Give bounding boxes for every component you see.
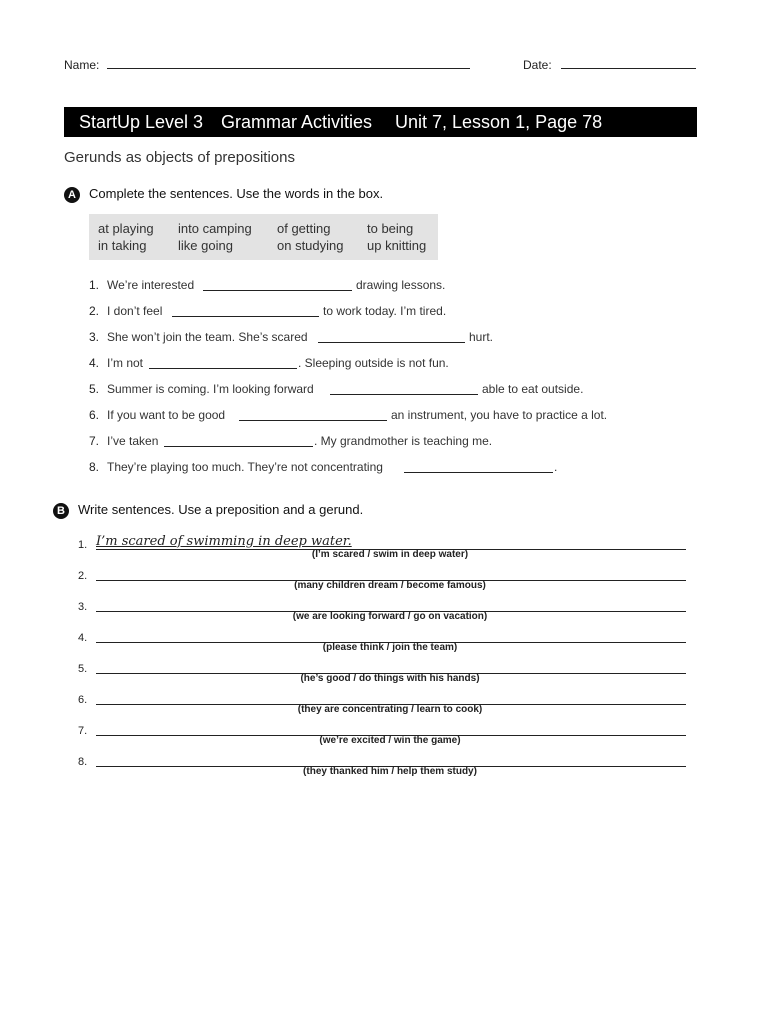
title-bar: [64, 107, 697, 137]
item-number: 7.: [78, 725, 88, 737]
item-number: 3.: [89, 330, 100, 344]
item-number: 8.: [78, 756, 88, 768]
item-number: 8.: [89, 460, 100, 474]
item-text-after: hurt.: [469, 330, 494, 344]
item-text-before: I’m not: [107, 356, 144, 370]
item-number: 5.: [89, 382, 100, 396]
item-number: 1.: [89, 278, 100, 292]
item-number: 4.: [89, 356, 100, 370]
item-prompt: (we’re excited / win the game): [319, 735, 461, 746]
item-number: 4.: [78, 632, 88, 644]
word-box-item: up knitting: [367, 238, 427, 253]
item-prompt: (he’s good / do things with his hands): [300, 673, 480, 684]
answer-blank[interactable]: [404, 472, 553, 473]
word-box-item: in taking: [98, 238, 147, 253]
item-prompt: (I’m scared / swim in deep water): [311, 549, 469, 560]
word-box-item: into camping: [178, 221, 252, 236]
example-answer: I’m scared of swimming in deep water.: [96, 534, 352, 549]
section-a-badge: A: [64, 187, 80, 203]
item-text-before: I don’t feel: [107, 304, 163, 318]
item-number: 5.: [78, 663, 88, 675]
name-field[interactable]: [107, 68, 470, 69]
item-text-before: I’ve taken: [107, 434, 159, 448]
item-text-after: . My grandmother is teaching me.: [314, 434, 493, 448]
answer-blank[interactable]: [149, 368, 297, 369]
section-b-instruction: Write sentences. Use a preposition and a gerund.: [78, 502, 364, 517]
page-subtitle: Gerunds as objects of prepositions: [64, 149, 295, 166]
word-box: [89, 214, 438, 260]
course-title: StartUp Level 3: [79, 112, 204, 132]
answer-blank[interactable]: [172, 316, 319, 317]
item-text-after: drawing lessons.: [356, 278, 446, 292]
word-box-item: at playing: [98, 221, 154, 236]
item-number: 2.: [78, 570, 88, 582]
section-title: Grammar Activities: [221, 112, 373, 132]
item-text-before: If you want to be good: [107, 408, 226, 422]
answer-blank[interactable]: [330, 394, 478, 395]
word-box-item: like going: [178, 238, 233, 253]
item-text-before: Summer is coming. I’m looking forward: [107, 382, 314, 396]
item-text-before: We’re interested: [107, 278, 195, 292]
item-prompt: (we are looking forward / go on vacation): [292, 611, 488, 622]
answer-blank[interactable]: [318, 342, 465, 343]
item-text-after: . Sleeping outside is not fun.: [298, 356, 449, 370]
item-prompt: (please think / join the team): [322, 642, 458, 653]
answer-blank[interactable]: [239, 420, 387, 421]
section-a-instruction: Complete the sentences. Use the words in the box.: [89, 186, 384, 201]
item-number: 6.: [89, 408, 100, 422]
item-text-before: She won’t join the team. She’s scared: [107, 330, 308, 344]
item-text-before: They’re playing too much. They’re not concentrating: [107, 460, 383, 474]
item-text-after: able to eat outside.: [482, 382, 584, 396]
item-number: 2.: [89, 304, 100, 318]
name-label: Name:: [64, 58, 100, 72]
item-prompt: (they are concentrating / learn to cook): [297, 704, 483, 715]
answer-blank[interactable]: [203, 290, 352, 291]
item-prompt: (they thanked him / help them study): [303, 766, 477, 777]
word-box-item: of getting: [277, 221, 331, 236]
word-box-item: on studying: [277, 238, 344, 253]
item-text-after: .: [554, 460, 558, 474]
item-prompt: (many children dream / become famous): [294, 580, 486, 591]
item-text-after: to work today. I’m tired.: [323, 304, 447, 318]
section-b-badge: B: [53, 503, 69, 519]
item-number: 7.: [89, 434, 100, 448]
page-reference: Unit 7, Lesson 1, Page 78: [395, 112, 603, 132]
item-text-after: an instrument, you have to practice a lot.: [391, 408, 608, 422]
date-label: Date:: [523, 58, 552, 72]
word-box-item: to being: [367, 221, 414, 236]
answer-blank[interactable]: [164, 446, 313, 447]
item-number: 1.: [78, 539, 88, 551]
item-number: 3.: [78, 601, 88, 613]
date-field[interactable]: [561, 68, 696, 69]
item-number: 6.: [78, 694, 88, 706]
